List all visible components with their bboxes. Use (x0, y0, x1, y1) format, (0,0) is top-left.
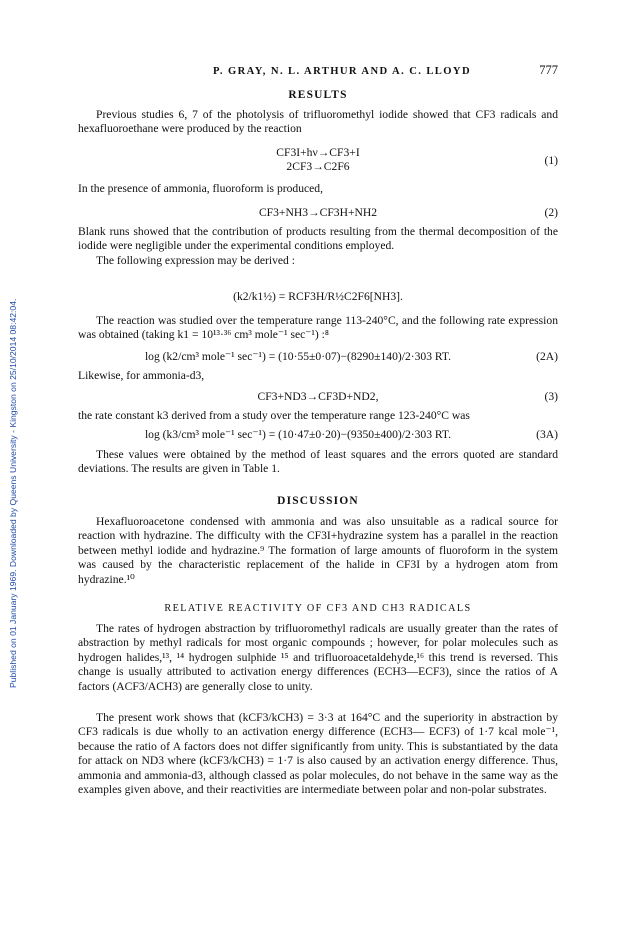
results-paragraph-1: Previous studies 6, 7 of the photolysis of trifluoromethyl iodide showed that CF3 radicals and hexafluoroethane were produced by the reaction (78, 108, 558, 136)
results-body (78, 108, 558, 137)
page-number: 777 (539, 63, 558, 77)
running-header-authors: P. GRAY, N. L. ARTHUR AND A. C. LLOYD (212, 66, 472, 77)
equation-3a-number: (3A) (536, 428, 558, 441)
equation-1-number: (1) (544, 154, 558, 167)
discussion-heading: DISCUSSION (277, 495, 359, 507)
equation-2a-text: log (k2/cm³ mole⁻¹ sec⁻¹) = (10·55±0·07)−(8290±140)/2·303 RT. (144, 350, 452, 363)
relative-reactivity-subsection (78, 602, 558, 616)
equation-1a-text: CF3I+hν→CF3+I (276, 146, 360, 159)
discussion-paragraph-2-wrap (78, 622, 558, 694)
equation-2-line (78, 206, 558, 220)
download-provenance-note: Published on 01 January 1969. Downloaded by Queens University - Kingston on 25/10/2014 08:42:04. (8, 298, 18, 688)
results-paragraph-8-wrap (78, 448, 558, 477)
discussion-section (78, 494, 558, 508)
equation-1-line-a (78, 146, 558, 160)
rate-ratio-text: (k2/k1½) = RCF3H/R½C2F6[NH3]. (233, 290, 403, 303)
results-paragraph-5: The reaction was studied over the temperature range 113-240°C, and the following rate expression was obtained (taking k1 = 10¹³·³⁶ cm³ mole⁻¹ sec⁻¹) :⁸ (78, 314, 558, 342)
equation-3a (78, 428, 558, 442)
results-paragraph-5-wrap (78, 314, 558, 343)
equation-3 (78, 390, 558, 404)
results-paragraph-7-wrap (78, 409, 558, 423)
equation-2-number: (2) (544, 206, 558, 219)
equation-1b-text: 2CF3→C2F6 (286, 160, 350, 174)
results-paragraph-8: These values were obtained by the method of least squares and the errors quoted are standard deviations. The results are given in Table 1. (78, 448, 558, 476)
results-paragraph-7: the rate constant k3 derived from a study over the temperature range 123-240°C was (78, 409, 470, 422)
results-section (78, 88, 558, 102)
discussion-paragraph-2: The rates of hydrogen abstraction by trifluoromethyl radicals are usually greater than the rates of abstraction by methyl radicals for most organic compounds ; however, for polar molecules such as hydrogen halides,¹³, ¹⁴ hydrogen sulphide ¹⁵ and trifluoroacetaldehyde,¹⁶ this trend is reversed. This change is usually attributed to activation energy differences (ECH3—ECF3), since the ratios of A factors (ACF3/ACH3) are generally close to unity. (78, 622, 558, 693)
equation-3-number: (3) (544, 390, 558, 403)
equation-1 (78, 146, 558, 175)
results-heading: RESULTS (288, 89, 348, 101)
equation-2a-line (78, 350, 558, 364)
equation-2a (78, 350, 558, 364)
discussion-paragraph-1-wrap (78, 515, 558, 587)
results-paragraph-2-wrap (78, 182, 558, 196)
results-paragraph-4: The following expression may be derived : (96, 253, 295, 267)
equation-2-text: CF3+NH3→CF3H+NH2 (258, 206, 378, 219)
discussion-paragraph-1: Hexafluoroacetone condensed with ammonia and was also unsuitable as a radical source for reaction with hydrazine. The difficulty with the CF3I+hydrazine system has a parallel in the reaction between methyl iodide and hydrazine.⁹ The formation of large amounts of fluoroform in the system was caused by the characteristic replacement of the halide in CF3I by a hydrogen atom from hydrazine.¹⁰ (78, 515, 558, 586)
equation-3-text: CF3+ND3→CF3D+ND2, (257, 390, 379, 403)
results-paragraph-3-wrap (78, 225, 558, 268)
results-paragraph-6-wrap (78, 369, 558, 383)
equation-3a-line (78, 428, 558, 442)
equation-1-line-b (78, 160, 558, 174)
relative-reactivity-heading: RELATIVE REACTIVITY OF CF3 AND CH3 RADICALS (164, 603, 472, 614)
equation-2a-number: (2A) (536, 350, 558, 363)
results-paragraph-2: In the presence of ammonia, fluoroform is produced, (78, 182, 323, 195)
results-paragraph-3: Blank runs showed that the contribution of products resulting from the thermal decomposition of the iodide were negligible under the experimental conditions employed. (78, 225, 558, 253)
equation-3a-text: log (k3/cm³ mole⁻¹ sec⁻¹) = (10·47±0·20)−(9350±400)/2·303 RT. (144, 428, 452, 441)
rate-ratio-expression (78, 290, 558, 304)
equation-3-line (78, 390, 558, 404)
discussion-paragraph-3: The present work shows that (kCF3/kCH3) = 3·3 at 164°C and the superiority in abstraction by CF3 radicals is due wholly to an activation energy difference (ECH3— ECF3) of 1·7 kcal mole⁻¹, because the ratio of A factors does not differ significantly from unity. This is substantiated by the data for attack on ND3 where (kCF3/kCH3) = 1·7 is also caused by an activation energy difference. Thus, ammonia and ammonia-d3, although classed as polar molecules, do not behave in the same way as the examples given above, and their reactivities are intermediate between polar and non-polar substrates. (78, 711, 558, 797)
results-paragraph-6: Likewise, for ammonia-d3, (78, 369, 205, 382)
equation-2 (78, 206, 558, 220)
discussion-paragraph-3-wrap (78, 711, 558, 797)
